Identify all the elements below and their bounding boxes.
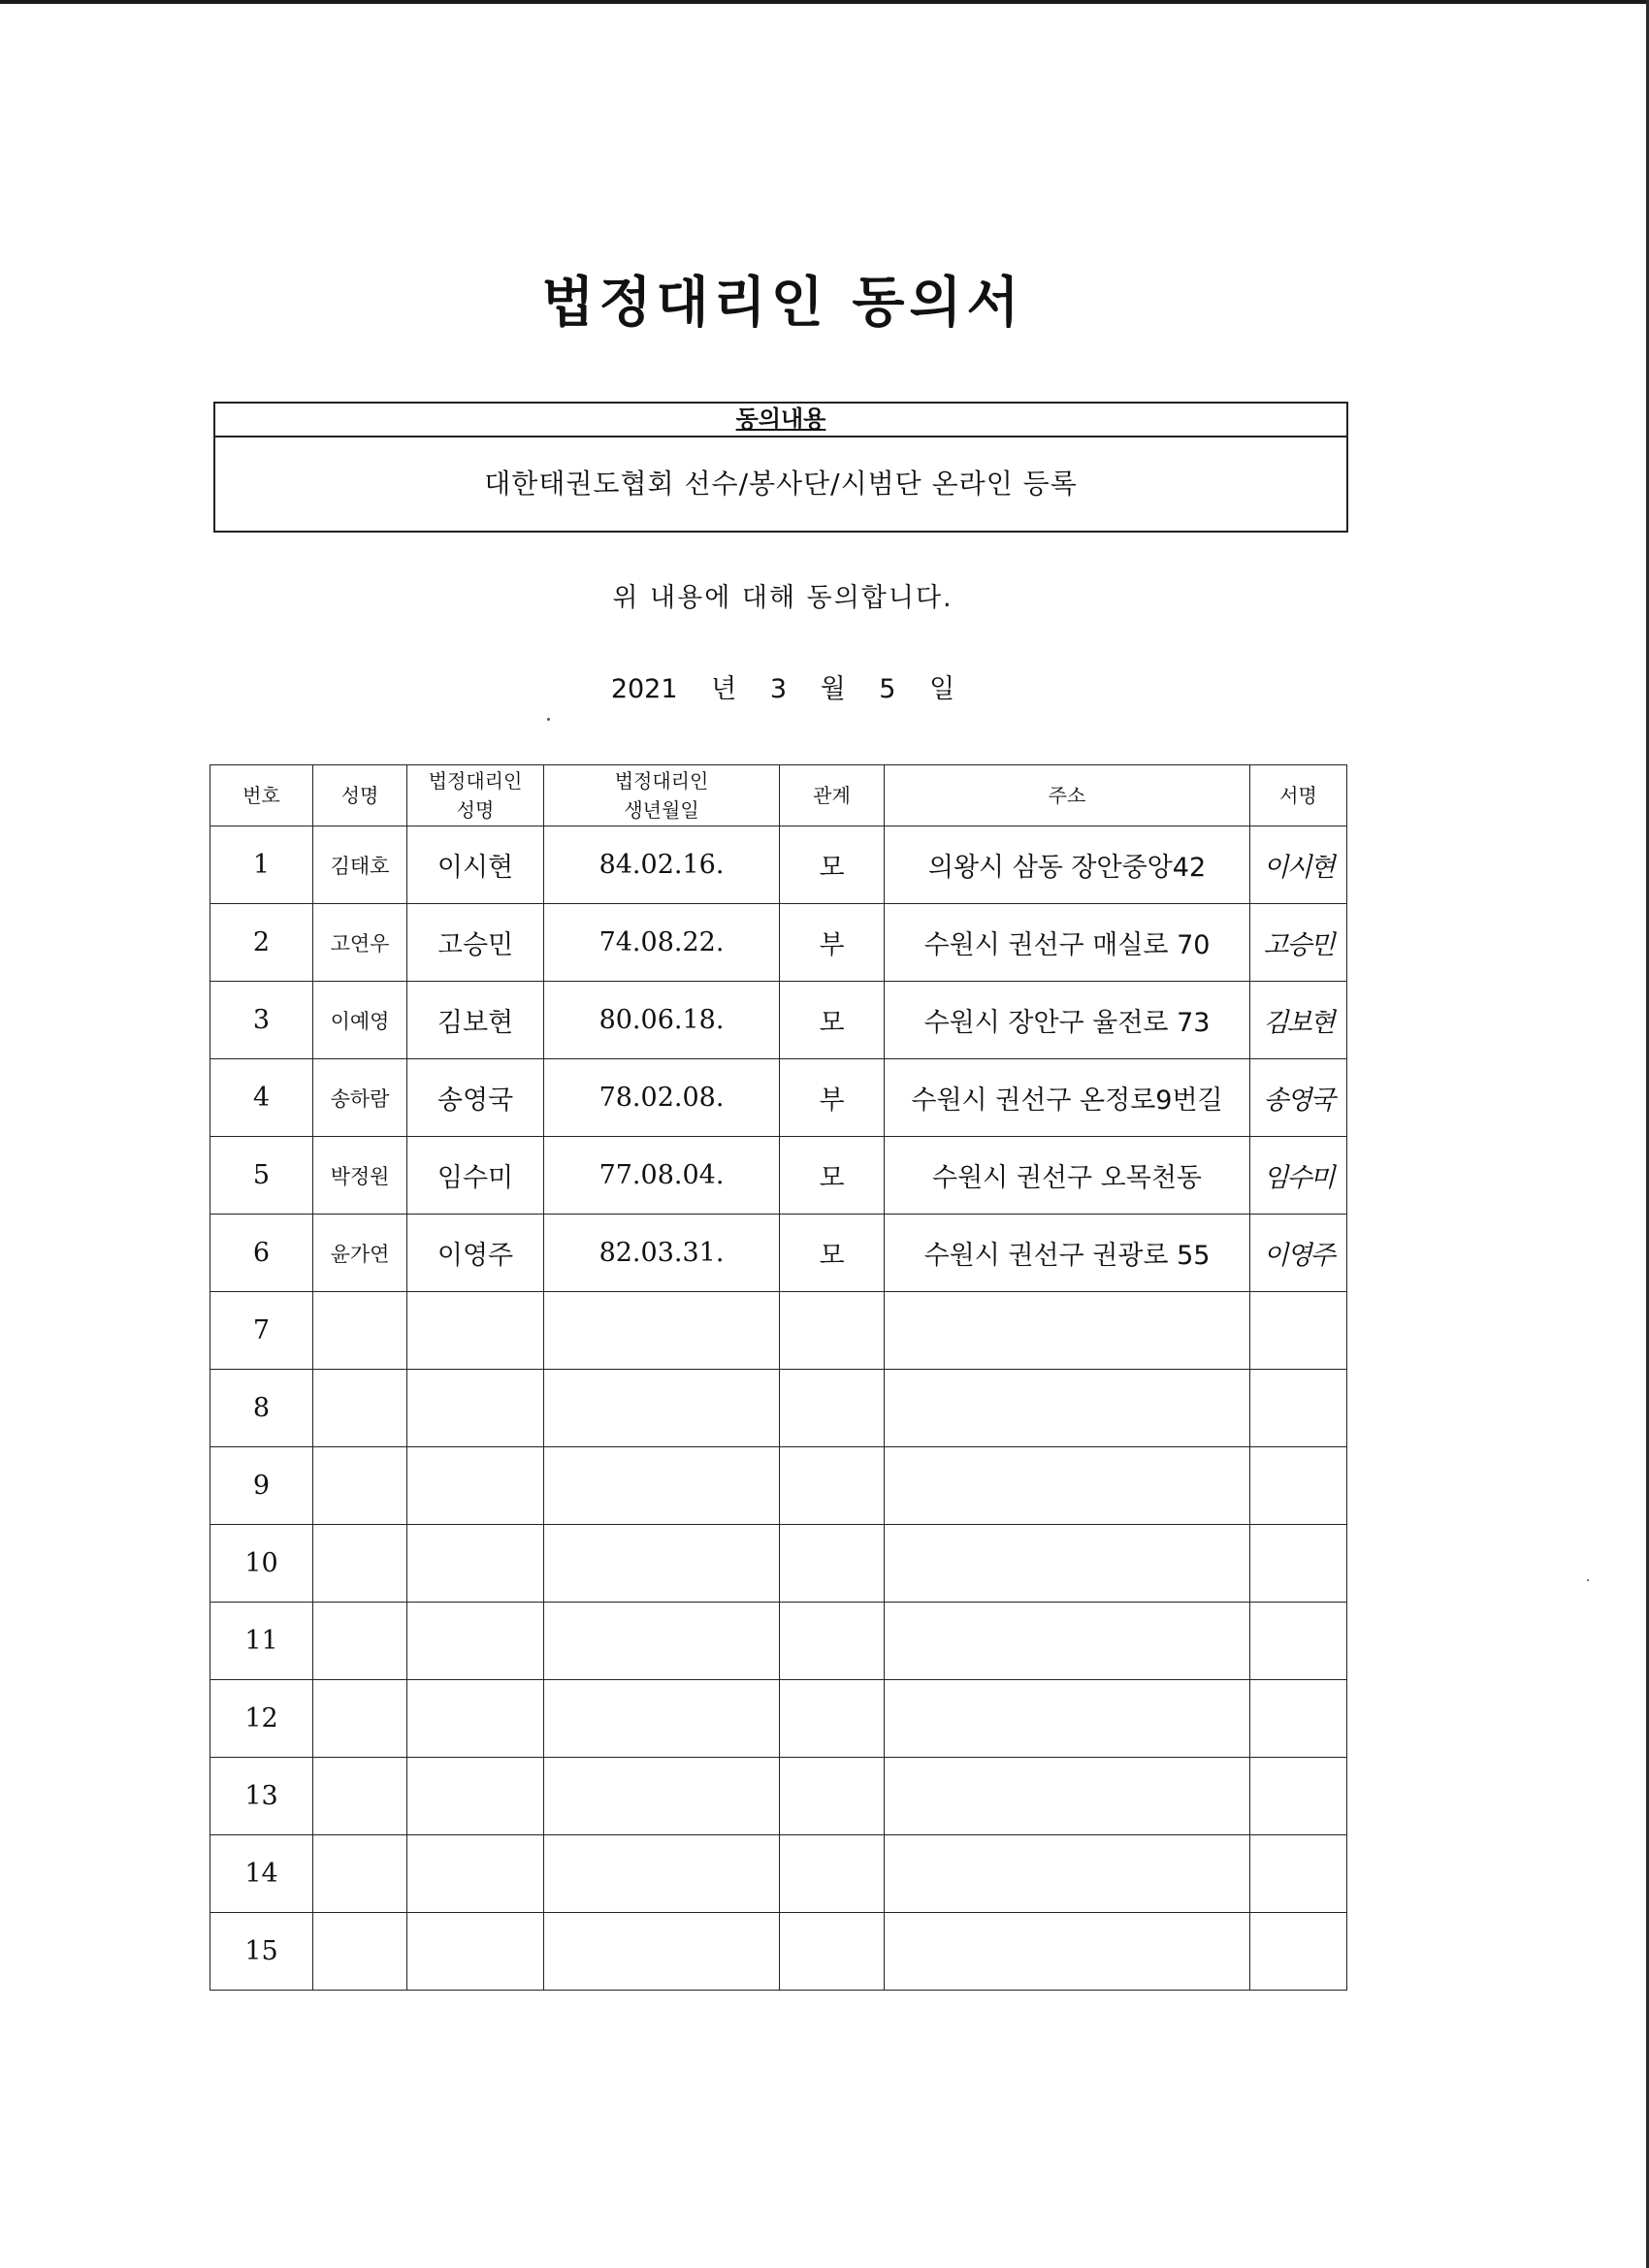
cell-relation — [780, 1758, 885, 1835]
table-row — [210, 982, 1347, 1059]
guardian-table — [210, 764, 1347, 1991]
cell-guardian: 이영주 — [407, 1215, 544, 1292]
cell-signature — [1250, 1292, 1347, 1370]
cell-address: 수원시 권선구 오목천동 — [885, 1137, 1250, 1215]
cell-birth — [544, 1603, 780, 1680]
table-row — [210, 1292, 1347, 1370]
cell-signature — [1250, 1525, 1347, 1603]
cell-name — [313, 1525, 407, 1603]
cell-relation — [780, 1913, 885, 1991]
cell-name: 박정원 — [313, 1137, 407, 1215]
header-guardian-name — [407, 765, 544, 826]
scan-speck — [1587, 1579, 1589, 1581]
cell-signature — [1250, 1447, 1347, 1525]
cell-guardian: 이시현 — [407, 826, 544, 904]
cell-birth: 78.02.08. — [544, 1059, 780, 1137]
cell-no: 7 — [210, 1292, 313, 1370]
cell-signature — [1250, 1370, 1347, 1447]
cell-guardian — [407, 1447, 544, 1525]
cell-no: 5 — [210, 1137, 313, 1215]
cell-birth — [544, 1292, 780, 1370]
cell-name: 송하람 — [313, 1059, 407, 1137]
consent-box — [213, 402, 1348, 533]
cell-name — [313, 1835, 407, 1913]
cell-name: 고연우 — [313, 904, 407, 982]
cell-name — [313, 1370, 407, 1447]
cell-relation: 모 — [780, 1137, 885, 1215]
consent-header — [215, 404, 1346, 437]
date-year: 2021 — [610, 674, 678, 704]
cell-name — [313, 1447, 407, 1525]
date-day-unit: 일 — [929, 674, 955, 704]
cell-signature: 김보현 — [1250, 982, 1347, 1059]
table-row — [210, 1215, 1347, 1292]
header-signature: 서명 — [1250, 765, 1347, 826]
cell-name: 이예영 — [313, 982, 407, 1059]
header-address: 주소 — [885, 765, 1250, 826]
cell-signature — [1250, 1680, 1347, 1758]
cell-address — [885, 1835, 1250, 1913]
cell-address: 의왕시 삼동 장안중앙42 — [885, 826, 1250, 904]
cell-no: 14 — [210, 1835, 313, 1913]
cell-address — [885, 1680, 1250, 1758]
table-row — [210, 1059, 1347, 1137]
cell-guardian — [407, 1370, 544, 1447]
cell-address: 수원시 권선구 매실로 70 — [885, 904, 1250, 982]
consent-body: 대한태권도협회 선수/봉사단/시범단 온라인 등록 — [484, 468, 1078, 500]
cell-relation — [780, 1292, 885, 1370]
cell-birth — [544, 1680, 780, 1758]
header-guardian-birth-line1: 법정대리인 — [614, 769, 709, 793]
table-row — [210, 1137, 1347, 1215]
cell-relation: 모 — [780, 982, 885, 1059]
cell-guardian — [407, 1292, 544, 1370]
cell-no: 15 — [210, 1913, 313, 1991]
cell-signature: 임수미 — [1250, 1137, 1347, 1215]
cell-guardian — [407, 1525, 544, 1603]
cell-signature: 송영국 — [1250, 1059, 1347, 1137]
cell-address — [885, 1603, 1250, 1680]
table-row — [210, 904, 1347, 982]
cell-signature — [1250, 1758, 1347, 1835]
cell-relation: 모 — [780, 1215, 885, 1292]
header-guardian-birth — [544, 765, 780, 826]
cell-birth — [544, 1525, 780, 1603]
cell-signature — [1250, 1603, 1347, 1680]
header-guardian-name-line2: 성명 — [456, 798, 495, 822]
cell-name — [313, 1758, 407, 1835]
cell-address — [885, 1447, 1250, 1525]
cell-no: 8 — [210, 1370, 313, 1447]
cell-signature: 고승민 — [1250, 904, 1347, 982]
cell-birth — [544, 1913, 780, 1991]
cell-no: 4 — [210, 1059, 313, 1137]
cell-no: 1 — [210, 826, 313, 904]
cell-no: 6 — [210, 1215, 313, 1292]
cell-birth — [544, 1370, 780, 1447]
cell-guardian: 송영국 — [407, 1059, 544, 1137]
cell-birth: 74.08.22. — [544, 904, 780, 982]
header-no: 번호 — [210, 765, 313, 826]
cell-birth: 84.02.16. — [544, 826, 780, 904]
cell-birth: 82.03.31. — [544, 1215, 780, 1292]
cell-birth: 77.08.04. — [544, 1137, 780, 1215]
cell-name — [313, 1680, 407, 1758]
scan-edge-top — [0, 0, 1649, 4]
cell-birth: 80.06.18. — [544, 982, 780, 1059]
document-title: 법정대리인 동의서 — [541, 272, 1024, 335]
cell-birth — [544, 1447, 780, 1525]
cell-relation — [780, 1370, 885, 1447]
cell-guardian — [407, 1680, 544, 1758]
table-row — [210, 1913, 1347, 1991]
table-row — [210, 1525, 1347, 1603]
consent-header-label: 동의내용 — [735, 405, 826, 433]
cell-relation: 부 — [780, 904, 885, 982]
cell-relation — [780, 1603, 885, 1680]
cell-signature: 이영주 — [1250, 1215, 1347, 1292]
cell-no: 13 — [210, 1758, 313, 1835]
cell-address — [885, 1370, 1250, 1447]
table-row — [210, 1447, 1347, 1525]
cell-guardian — [407, 1603, 544, 1680]
cell-address: 수원시 권선구 권광로 55 — [885, 1215, 1250, 1292]
cell-signature: 이시현 — [1250, 826, 1347, 904]
cell-relation — [780, 1447, 885, 1525]
cell-guardian: 김보현 — [407, 982, 544, 1059]
scan-speck — [547, 718, 550, 721]
header-name: 성명 — [313, 765, 407, 826]
header-guardian-name-line1: 법정대리인 — [428, 769, 523, 793]
cell-relation: 부 — [780, 1059, 885, 1137]
cell-name: 김태호 — [313, 826, 407, 904]
cell-address: 수원시 장안구 율전로 73 — [885, 982, 1250, 1059]
cell-name: 윤가연 — [313, 1215, 407, 1292]
cell-relation — [780, 1680, 885, 1758]
agreement-statement: 위 내용에 대해 동의합니다. — [612, 583, 954, 613]
cell-relation — [780, 1835, 885, 1913]
table-row — [210, 1835, 1347, 1913]
table-row — [210, 826, 1347, 904]
header-relation: 관계 — [780, 765, 885, 826]
cell-name — [313, 1913, 407, 1991]
date-month: 3 — [769, 674, 788, 704]
date-year-unit: 년 — [711, 674, 737, 704]
cell-guardian: 고승민 — [407, 904, 544, 982]
table-row — [210, 1370, 1347, 1447]
cell-relation — [780, 1525, 885, 1603]
cell-no: 11 — [210, 1603, 313, 1680]
cell-birth — [544, 1835, 780, 1913]
cell-signature — [1250, 1913, 1347, 1991]
date-line — [0, 667, 1566, 705]
table-row — [210, 1680, 1347, 1758]
cell-address — [885, 1913, 1250, 1991]
table-header-row — [210, 765, 1347, 826]
table-row — [210, 1758, 1347, 1835]
cell-address — [885, 1525, 1250, 1603]
cell-signature — [1250, 1835, 1347, 1913]
cell-address: 수원시 권선구 온정로9번길 — [885, 1059, 1250, 1137]
cell-guardian — [407, 1835, 544, 1913]
date-month-unit: 월 — [820, 674, 846, 704]
cell-name — [313, 1292, 407, 1370]
cell-relation: 모 — [780, 826, 885, 904]
cell-no: 10 — [210, 1525, 313, 1603]
cell-no: 12 — [210, 1680, 313, 1758]
table-row — [210, 1603, 1347, 1680]
cell-address — [885, 1758, 1250, 1835]
date-day: 5 — [879, 674, 896, 704]
cell-no: 2 — [210, 904, 313, 982]
cell-birth — [544, 1758, 780, 1835]
cell-no: 9 — [210, 1447, 313, 1525]
header-guardian-birth-line2: 생년월일 — [624, 798, 699, 822]
cell-no: 3 — [210, 982, 313, 1059]
cell-address — [885, 1292, 1250, 1370]
cell-guardian — [407, 1758, 544, 1835]
cell-guardian: 임수미 — [407, 1137, 544, 1215]
cell-name — [313, 1603, 407, 1680]
cell-guardian — [407, 1913, 544, 1991]
